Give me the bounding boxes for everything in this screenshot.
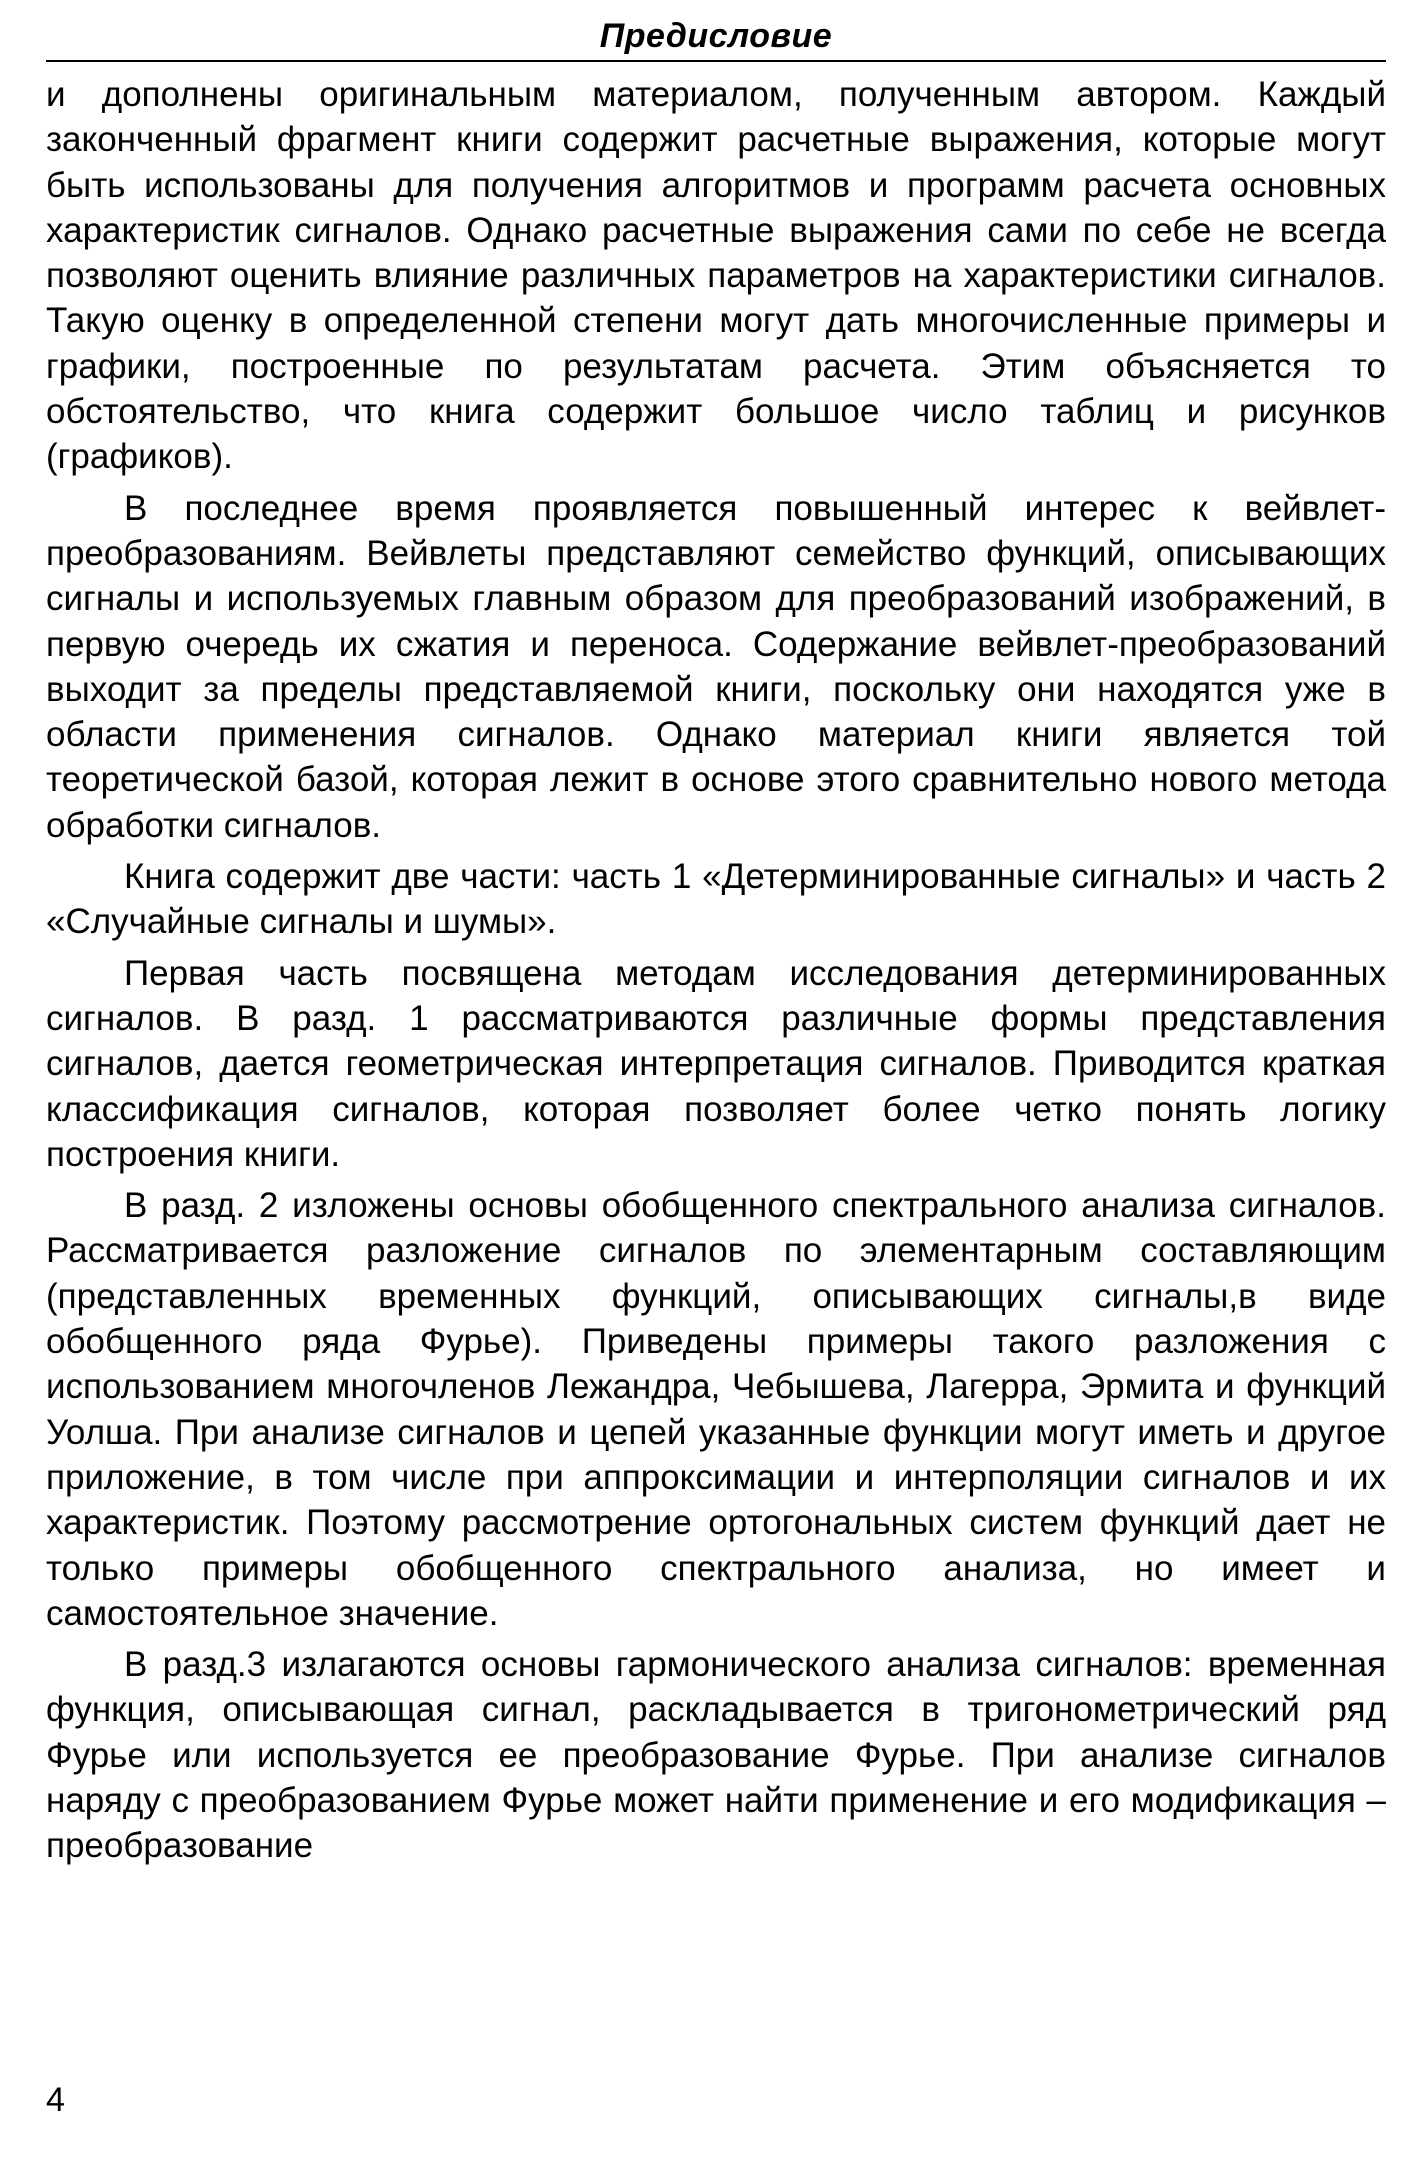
running-header-title: Предисловие xyxy=(599,17,833,55)
page-number: 4 xyxy=(46,2081,65,2119)
paragraph-6: В разд.3 излагаются основы гармонического анализа сигналов: временная функция, описывающая сигнал, раскладывается в тригонометрический ряд Фурье или используется ее преобразование Фурье. При анализе сигналов наряду с преобразованием Фурье может найти применение и его модификация – преобразование xyxy=(46,1645,1386,1866)
paragraph-4: Первая часть посвящена методам исследования детерминированных сигналов. В разд. 1 рассматриваются различные формы представления сигналов, дается геометрическая интерпретация сигналов. Приводится краткая классификация сигналов, которая позволяет более четко понять логику построения книги. xyxy=(46,953,1386,1174)
body-text xyxy=(46,72,1386,1869)
header-divider xyxy=(46,60,1386,62)
paragraph-5: В разд. 2 изложены основы обобщенного спектрального анализа сигналов. Рассматривается разложение сигналов по элементарным составляющим (представленных временных функций, описывающих сигналы,в виде обобщенного ряда Фурье). Приведены примеры такого разложения с использованием многочленов Лежандра, Чебышева, Лагерра, Эрмита и функций Уолша. При анализе сигналов и цепей указанные функции могут иметь и другое приложение, в том числе при аппроксимации и интерполяции сигналов и их характеристик. Поэтому рассмотрение ортогональных систем функций дает не только примеры обобщенного спектрального анализа, но имеет и самостоятельное значение. xyxy=(46,1186,1386,1633)
paragraph-1: и дополнены оригинальным материалом, полученным автором. Каждый законченный фрагмент книги содержит расчетные выражения, которые могут быть использованы для получения алгоритмов и программ расчета основных характеристик сигналов. Однако расчетные выражения сами по себе не всегда позволяют оценить влияние различных параметров на характеристики сигналов. Такую оценку в определенной степени могут дать многочисленные примеры и графики, построенные по результатам расчета. Этим объясняется то обстоятельство, что книга содержит большое число таблиц и рисунков (графиков). xyxy=(46,75,1386,477)
paragraph-3: Книга содержит две части: часть 1 «Детерминированные сигналы» и часть 2 «Случайные сигналы и шумы». xyxy=(46,857,1386,942)
paragraph-2: В последнее время проявляется повышенный интерес к вейвлет-преобразованиям. Вейвлеты представляют семейство функций, описывающих сигналы и используемых главным образом для преобразований изображений, в первую очередь их сжатия и переноса. Содержание вейвлет-преобразований выходит за пределы представляемой книги, поскольку они находятся уже в области применения сигналов. Однако материал книги является той теоретической базой, которая лежит в основе этого сравнительно нового метода обработки сигналов. xyxy=(46,488,1386,845)
document-page xyxy=(46,14,1386,1875)
